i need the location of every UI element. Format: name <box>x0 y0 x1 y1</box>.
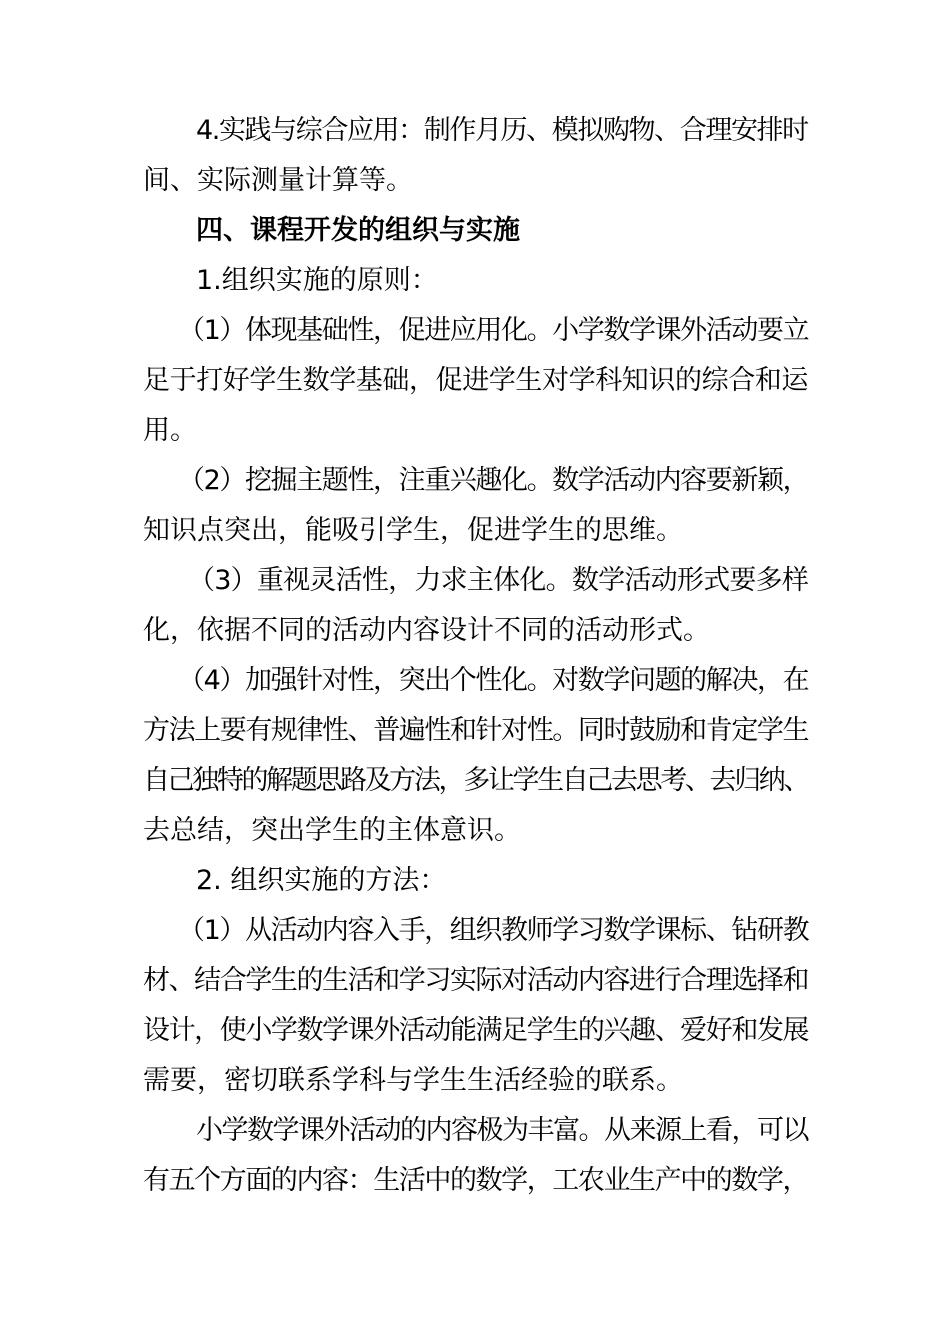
paragraph-line: 知识点突出，能吸引学生，促进学生的思维。 <box>143 515 683 546</box>
paragraph-line: 去总结，突出学生的主体意识。 <box>143 815 521 846</box>
subsection-heading: 2. 组织实施的方法： <box>196 865 447 896</box>
paragraph-line: 足于打好学生数学基础，促进学生对学科知识的综合和运 <box>143 365 808 396</box>
paragraph-line: 化，依据不同的活动内容设计不同的活动形式。 <box>143 615 710 646</box>
paragraph-line: （1）体现基础性，促进应用化。小学数学课外活动要立 <box>178 315 809 346</box>
paragraph-line: （4）加强针对性，突出个性化。对数学问题的解决，在 <box>178 665 809 696</box>
paragraph-line: 用。 <box>143 415 197 446</box>
paragraph-line: （1）从活动内容入手，组织教师学习数学课标、钻研教 <box>178 915 809 946</box>
paragraph-line: 间、实际测量计算等。 <box>143 165 413 196</box>
paragraph-line: （2）挖掘主题性，注重兴趣化。数学活动内容要新颖， <box>178 465 809 496</box>
paragraph-line: 小学数学课外活动的内容极为丰富。从来源上看，可以 <box>196 1115 808 1146</box>
subsection-heading: 1.组织实施的原则： <box>196 265 438 296</box>
paragraph-line: 有五个方面的内容：生活中的数学，工农业生产中的数学， <box>143 1165 809 1196</box>
paragraph-line: 4.实践与综合应用：制作月历、模拟购物、合理安排时 <box>196 115 808 146</box>
paragraph-line: 方法上要有规律性、普遍性和针对性。同时鼓励和肯定学生 <box>143 715 809 746</box>
paragraph-line: 材、结合学生的生活和学习实际对活动内容进行合理选择和 <box>143 965 809 996</box>
paragraph-line: 设计，使小学数学课外活动能满足学生的兴趣、爱好和发展 <box>143 1015 809 1046</box>
paragraph-line: 自己独特的解题思路及方法，多让学生自己去思考、去归纳、 <box>143 765 809 796</box>
paragraph-line: 需要，密切联系学科与学生生活经验的联系。 <box>143 1065 683 1096</box>
section-heading: 四、课程开发的组织与实施 <box>196 215 520 246</box>
paragraph-line: （3）重视灵活性，力求主体化。数学活动形式要多样 <box>188 565 809 596</box>
